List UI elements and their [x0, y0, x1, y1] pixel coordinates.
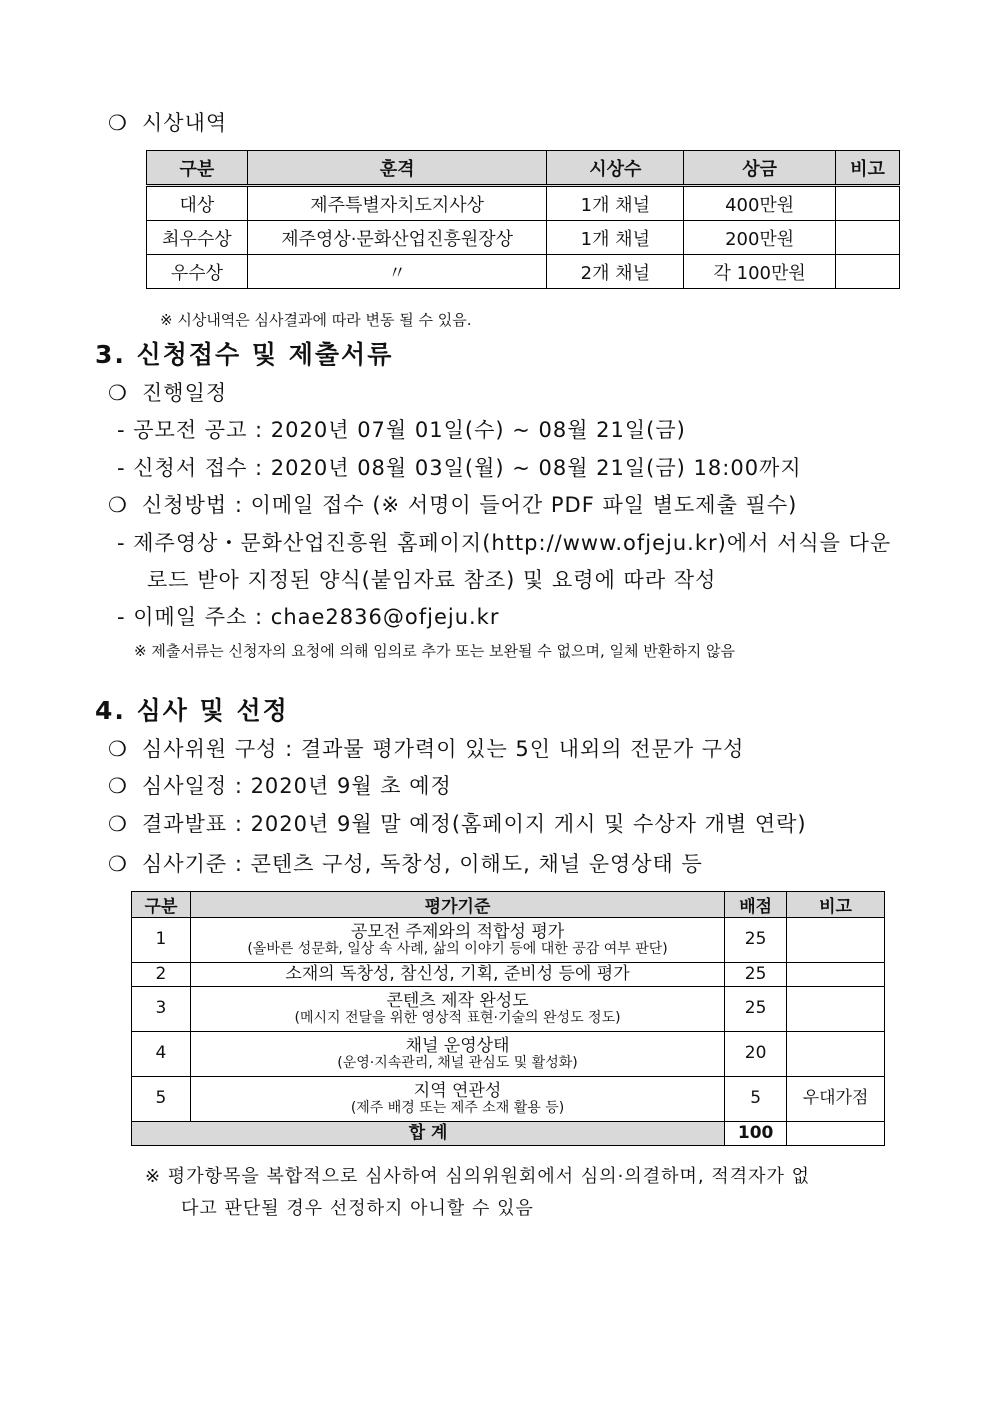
bullet-icon: ❍	[108, 381, 128, 405]
total-label: 합 계	[132, 1122, 725, 1146]
table-cell: 1개 채널	[547, 186, 684, 221]
table-cell: 각 100만원	[684, 255, 836, 289]
criteria-cell: 공모전 주제와의 적합성 평가 (올바른 성문화, 일상 속 사례, 삶의 이야기 등에 대한 공감 여부 판단)	[190, 918, 724, 963]
method-line: 로드 받아 지정된 양식(붙임자료 참조) 및 요령에 따라 작성	[147, 568, 717, 592]
criteria-cell: 콘텐츠 제작 완성도 (메시지 전달을 위한 영상적 표현·기술의 완성도 정도)	[190, 987, 724, 1032]
table-cell: 3	[132, 987, 191, 1032]
email-line: - 이메일 주소 : chae2836@ofjeju.kr	[117, 605, 500, 629]
total-row	[132, 1122, 885, 1146]
awards-title: ❍ 시상내역	[108, 111, 228, 135]
table-cell: 25	[725, 918, 787, 963]
criteria-cell: 지역 연관성 (제주 배경 또는 제주 소재 활용 등)	[190, 1077, 724, 1122]
awards-table	[146, 150, 900, 289]
table-cell: 제주영상·문화산업진흥원장상	[247, 221, 547, 255]
table-cell: 200만원	[684, 221, 836, 255]
bullet-icon: ❍	[108, 111, 128, 135]
table-cell: 대상	[147, 186, 248, 221]
review-item: ❍ 결과발표 : 2020년 9월 말 예정(홈페이지 게시 및 수상자 개별 연락)	[108, 812, 807, 836]
header-cell: 구분	[132, 892, 191, 918]
table-cell: 2개 채널	[547, 255, 684, 289]
awards-note: ※ 시상내역은 심사결과에 따라 변동 될 수 있음.	[160, 311, 472, 329]
table-row	[132, 987, 885, 1032]
final-note: ※ 평가항목을 복합적으로 심사하여 심의위원회에서 심의·의결하며, 적격자가 없	[145, 1166, 810, 1187]
table-cell	[787, 1032, 885, 1077]
table-cell	[836, 186, 900, 221]
table-cell: 25	[725, 963, 787, 987]
criteria-table	[131, 891, 885, 1146]
table-cell: 우수상	[147, 255, 248, 289]
table-cell	[787, 918, 885, 963]
table-row	[132, 1032, 885, 1077]
schedule-title: ❍ 진행일정	[108, 381, 228, 405]
section-heading: 3. 신청접수 및 제출서류	[95, 340, 394, 369]
header-cell: 배점	[725, 892, 787, 918]
section-heading: 4. 심사 및 선정	[95, 696, 289, 725]
bullet-icon: ❍	[108, 774, 128, 798]
table-row	[132, 963, 885, 987]
schedule-item: - 공모전 공고 : 2020년 07월 01일(수) ~ 08월 21일(금)	[117, 418, 686, 442]
total-score: 100	[725, 1122, 787, 1146]
review-item: ❍ 심사일정 : 2020년 9월 초 예정	[108, 774, 452, 798]
table-cell	[787, 963, 885, 987]
table-header-row	[147, 151, 900, 186]
header-cell: 비고	[787, 892, 885, 918]
table-row	[147, 186, 900, 221]
review-item: ❍ 심사위원 구성 : 결과물 평가력이 있는 5인 내외의 전문가 구성	[108, 737, 745, 761]
table-cell	[787, 1122, 885, 1146]
header-cell: 구분	[147, 151, 248, 186]
bullet-icon: ❍	[108, 493, 128, 517]
table-cell: 5	[725, 1077, 787, 1122]
table-cell	[787, 987, 885, 1032]
table-cell: 제주특별자치도지사상	[247, 186, 547, 221]
table-cell: 우대가점	[787, 1077, 885, 1122]
table-row	[147, 221, 900, 255]
table-cell: 4	[132, 1032, 191, 1077]
table-row	[132, 918, 885, 963]
table-cell	[836, 221, 900, 255]
table-cell: 1개 채널	[547, 221, 684, 255]
schedule-item: - 신청서 접수 : 2020년 08월 03일(월) ~ 08월 21일(금) 18:00까지	[117, 456, 802, 480]
table-cell: 20	[725, 1032, 787, 1077]
header-cell: 훈격	[247, 151, 547, 186]
final-note: 다고 판단될 경우 선정하지 아니할 수 있음	[181, 1198, 534, 1219]
criteria-cell: 소재의 독창성, 참신성, 기획, 준비성 등에 평가	[190, 963, 724, 987]
table-header-row	[132, 892, 885, 918]
table-cell: 1	[132, 918, 191, 963]
criteria-cell: 채널 운영상태 (운영·지속관리, 채널 관심도 및 활성화)	[190, 1032, 724, 1077]
table-cell: 최우수상	[147, 221, 248, 255]
header-cell: 평가기준	[190, 892, 724, 918]
table-cell: 5	[132, 1077, 191, 1122]
table-row	[132, 1077, 885, 1122]
table-cell: 400만원	[684, 186, 836, 221]
table-cell: 25	[725, 987, 787, 1032]
bullet-icon: ❍	[108, 737, 128, 761]
header-cell: 시상수	[547, 151, 684, 186]
table-cell	[836, 255, 900, 289]
header-cell: 비고	[836, 151, 900, 186]
table-cell: 2	[132, 963, 191, 987]
bullet-icon: ❍	[108, 852, 128, 876]
method-title: ❍ 신청방법 : 이메일 접수 (※ 서명이 들어간 PDF 파일 별도제출 필수)	[108, 493, 798, 517]
submission-note: ※ 제출서류는 신청자의 요청에 의해 임의로 추가 또는 보완될 수 없으며, 일체 반환하지 않음	[134, 642, 735, 660]
method-line: - 제주영상・문화산업진흥원 홈페이지(http://www.ofjeju.kr)에서 서식을 다운	[117, 531, 892, 555]
table-row	[147, 255, 900, 289]
review-item: ❍ 심사기준 : 콘텐츠 구성, 독창성, 이해도, 채널 운영상태 등	[108, 852, 703, 876]
header-cell: 상금	[684, 151, 836, 186]
bullet-icon: ❍	[108, 812, 128, 836]
table-cell: 〃	[247, 255, 547, 289]
